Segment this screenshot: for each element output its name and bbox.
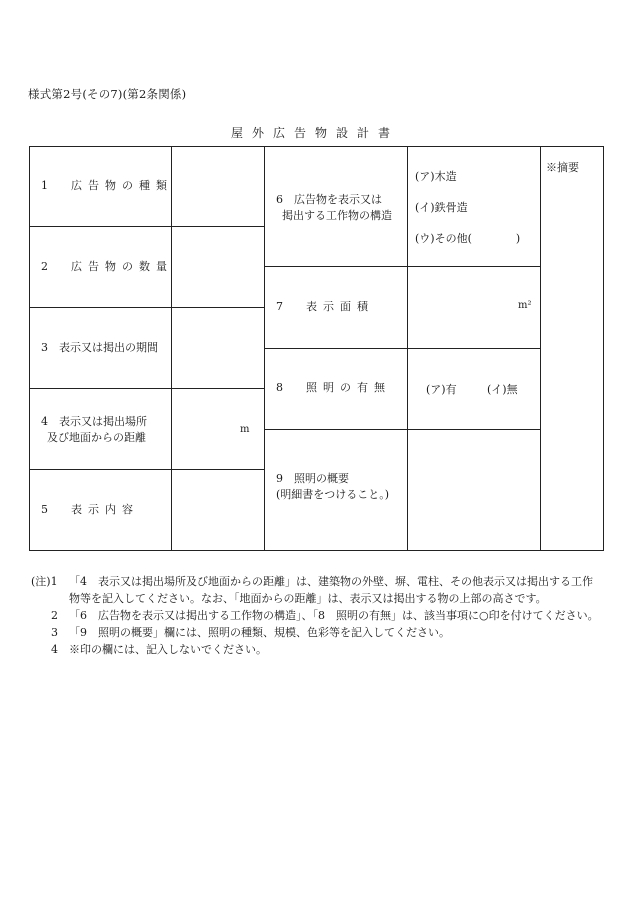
notes-section (31, 573, 601, 658)
row-divider-right-3 (264, 429, 541, 430)
note-1-text: 「4 表示又は掲出場所及び地面からの距離」は、建築物の外壁、塀、電柱、その他表示又は掲出する工作物等を記入してください。なお、「地面からの距離」は、表示又は掲出する物の上部の高さです。 (69, 575, 593, 605)
note-1 (31, 573, 601, 607)
row-5-label: 5 表示内容 (41, 503, 139, 516)
form-number: 様式第2号(その7)(第2条関係) (28, 87, 187, 101)
note-4-text: ※印の欄には、記入しないでください。 (69, 643, 267, 656)
row-6-label-line2: 掲出する工作物の構造 (282, 209, 392, 222)
table-border-top (29, 146, 604, 147)
structure-option-steel: (イ)鉄骨造 (415, 201, 468, 214)
row-4-label-line2: 及び地面からの距離 (47, 431, 146, 444)
note-1-mark: (注)1 (31, 575, 58, 588)
divider-left-label (171, 146, 172, 551)
row-7-label: 7 表示面積 (276, 300, 374, 313)
table-border-right (603, 146, 604, 551)
row-divider-left-3 (29, 388, 265, 389)
row-3-label: 3 表示又は掲出の期間 (41, 341, 158, 354)
row-1-label: 1 広告物の種類 (41, 179, 173, 192)
row-9-label-line2: (明細書をつけること。) (276, 488, 390, 501)
distance-unit: m (240, 424, 250, 435)
note-4 (31, 641, 601, 658)
document-title: 屋外広告物設計書 (230, 126, 399, 140)
row-8-label: 8 照明の有無 (276, 381, 391, 394)
row-divider-left-2 (29, 307, 265, 308)
design-table (29, 146, 604, 551)
lighting-option-no: (イ)無 (487, 383, 518, 396)
table-border-bottom (29, 550, 604, 551)
area-unit: m² (518, 300, 532, 311)
row-divider-right-2 (264, 348, 541, 349)
row-9-label-line1: 9 照明の概要 (276, 472, 349, 485)
note-2-mark: 2 (51, 609, 58, 622)
row-2-label: 2 広告物の数量 (41, 260, 173, 273)
lighting-option-yes: (ア)有 (426, 383, 457, 396)
row-divider-left-1 (29, 226, 265, 227)
table-border-left (29, 146, 30, 551)
row-6-label-line1: 6 広告物を表示又は (276, 193, 382, 206)
row-4-label-line1: 4 表示又は掲出場所 (41, 415, 147, 428)
note-3-text: 「9 照明の概要」欄には、照明の種類、規模、色彩等を記入してください。 (69, 626, 450, 639)
note-3-mark: 3 (51, 626, 58, 639)
structure-option-other: (ウ)その他( ) (415, 232, 521, 245)
row-divider-left-4 (29, 469, 265, 470)
structure-option-wood: (ア)木造 (415, 170, 457, 183)
note-3 (31, 624, 601, 641)
note-2 (31, 607, 601, 624)
remarks-label: ※摘要 (546, 161, 579, 174)
row-divider-right-1 (264, 266, 541, 267)
note-4-mark: 4 (51, 643, 58, 656)
note-2-text: 「6 広告物を表示又は掲出する工作物の構造」、「8 照明の有無」は、該当事項に○印を付けてください。 (69, 609, 599, 622)
